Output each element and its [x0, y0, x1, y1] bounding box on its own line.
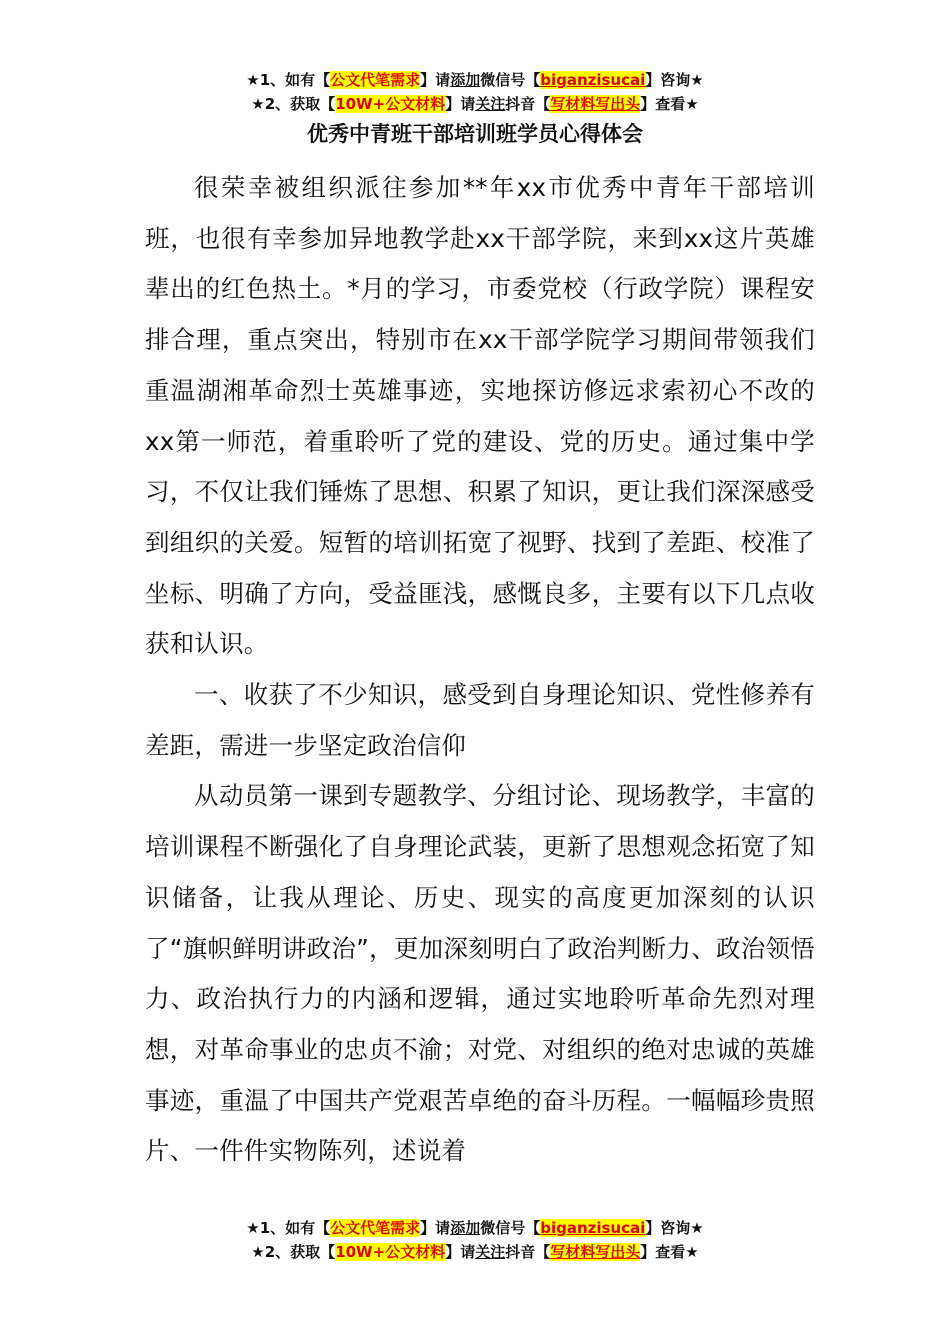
- promo-douyin-account[interactable]: 写材料写出头: [550, 95, 641, 113]
- promo-text: 】请: [420, 71, 451, 89]
- section-heading: 一、收获了不少知识，感受到自身理论知识、党性修养有差距，需进一步坚定政治信仰: [145, 680, 815, 760]
- promo-underlined-text: 添加: [450, 1219, 481, 1237]
- document-title: 优秀中青班干部培训班学员心得体会: [307, 122, 643, 146]
- promo-text: 】请: [420, 1219, 451, 1237]
- footer-promo-line-2: [0, 1240, 950, 1264]
- promo-text: 】咨询★: [645, 1219, 704, 1237]
- promo-wechat-id[interactable]: biganzisucai: [540, 1219, 646, 1237]
- document-body: [145, 163, 815, 1177]
- promo-text: ★2、获取【: [251, 95, 336, 113]
- promo-text: 】咨询★: [645, 71, 704, 89]
- promo-text: 抖音【: [505, 1243, 551, 1261]
- promo-text: 】查看★: [640, 95, 699, 113]
- promo-text: 抖音【: [505, 95, 551, 113]
- promo-text: 】请: [445, 1243, 476, 1261]
- body-paragraph: 从动员第一课到专题教学、分组讨论、现场教学，丰富的培训课程不断强化了自身理论武装，更新了思想观念拓宽了知识储备，让我从理论、历史、现实的高度更加深刻的认识了“旗帜鲜明讲政治”，更加深刻明白了政治判断力、政治领悟力、政治执行力的内涵和逻辑，通过实地聆听革命先烈对理想，对革命事业的忠贞不渝；对党、对组织的绝对忠诚的英雄事迹，重温了中国共产党艰苦卓绝的奋斗历程。一幅幅珍贵照片、一件件实物陈列，述说着: [145, 781, 815, 1166]
- promo-underlined-text: 关注: [475, 1243, 506, 1261]
- promo-text: ★2、获取【: [251, 1243, 336, 1261]
- promo-underlined-text: 添加: [450, 71, 481, 89]
- promo-douyin-account[interactable]: 写材料写出头: [550, 1243, 641, 1261]
- promo-highlight-service: 公文代笔需求: [330, 71, 421, 89]
- promo-text: ★1、如有【: [246, 71, 331, 89]
- footer-promo-banner: [0, 1216, 950, 1264]
- promo-text: 】查看★: [640, 1243, 699, 1261]
- promo-text: ★1、如有【: [246, 1219, 331, 1237]
- header-promo-banner: [0, 68, 950, 116]
- footer-promo-line-1: [0, 1216, 950, 1240]
- header-promo-line-1: [0, 68, 950, 92]
- header-promo-line-2: [0, 92, 950, 116]
- promo-highlight-materials: 10W+公文材料: [335, 95, 446, 113]
- promo-text: 微信号【: [480, 71, 541, 89]
- body-paragraph: 很荣幸被组织派往参加**年xx市优秀中青年干部培训班，也很有幸参加异地教学赴xx干部学院，来到xx这片英雄辈出的红色热土。*月的学习，市委党校（行政学院）课程安排合理，重点突出，特别市在xx干部学院学习期间带领我们重温湖湘革命烈士英雄事迹，实地探访修远求索初心不改的xx第一师范，着重聆听了党的建设、党的历史。通过集中学习，不仅让我们锤炼了思想、积累了知识，更让我们深深感受到组织的关爱。短暂的培训拓宽了视野、找到了差距、校准了坐标、明确了方向，受益匪浅，感慨良多，主要有以下几点收获和认识。: [145, 173, 815, 659]
- promo-highlight-service: 公文代笔需求: [330, 1219, 421, 1237]
- promo-text: 微信号【: [480, 1219, 541, 1237]
- promo-highlight-materials: 10W+公文材料: [335, 1243, 446, 1261]
- promo-text: 】请: [445, 95, 476, 113]
- promo-wechat-id[interactable]: biganzisucai: [540, 71, 646, 89]
- promo-underlined-text: 关注: [475, 95, 506, 113]
